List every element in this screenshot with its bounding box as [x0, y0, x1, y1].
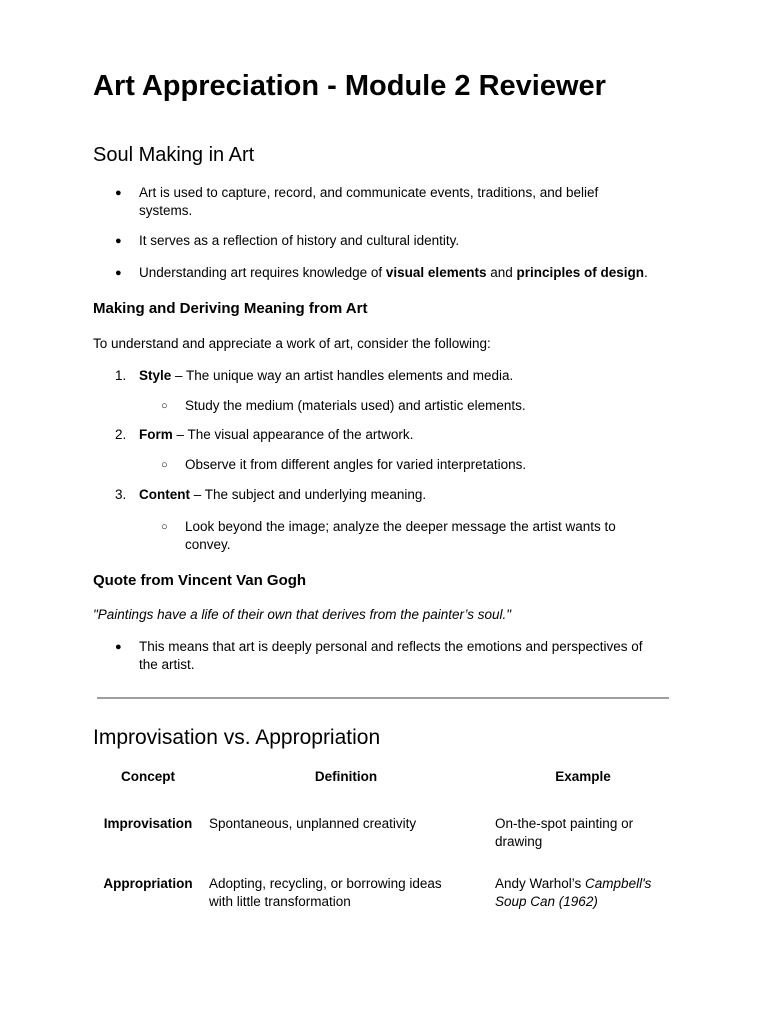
cell-definition — [203, 794, 489, 854]
quote-text: "Paintings have a life of their own that derives from the painter’s soul." — [93, 607, 512, 622]
item-number: 2. — [115, 427, 127, 442]
concepts-table — [93, 768, 677, 911]
table-row — [93, 794, 677, 854]
item-term: Form — [139, 427, 173, 442]
subheading-quote: Quote from Vincent Van Gogh — [93, 572, 307, 589]
cell-example-line: On-the-spot painting or — [495, 816, 634, 831]
sub-item-text: Observe it from different angles for varied interpretations. — [185, 457, 527, 472]
cell-definition-line: Spontaneous, unplanned creativity — [209, 816, 417, 831]
horizontal-divider — [97, 697, 669, 699]
cell-concept: Improvisation — [103, 816, 193, 831]
cell-example — [489, 854, 677, 911]
subheading-making-meaning: Making and Deriving Meaning from Art — [93, 300, 368, 317]
italic-title: Soup Can (1962) — [495, 894, 598, 909]
bullet-icon — [115, 638, 135, 656]
item-text: Content – The subject and underlying meaning. — [139, 487, 427, 502]
list-item-text-continued: systems. — [139, 203, 193, 218]
item-term: Content — [139, 487, 190, 502]
intro-paragraph: To understand and appreciate a work of art, consider the following: — [93, 336, 491, 351]
list-item-text: Art is used to capture, record, and communicate events, traditions, and belief — [139, 185, 599, 200]
column-header-example: Example — [555, 769, 611, 784]
item-text: Form – The visual appearance of the artwork. — [139, 427, 414, 442]
list-item-text: It serves as a reflection of history and cultural identity. — [139, 233, 460, 248]
item-number: 1. — [115, 368, 127, 383]
item-number: 3. — [115, 487, 127, 502]
item-term: Style — [139, 368, 172, 383]
column-header-definition: Definition — [314, 769, 378, 784]
table-header-row — [93, 768, 677, 794]
bullet-icon — [115, 264, 135, 282]
section-heading-soul-making: Soul Making in Art — [93, 144, 255, 166]
sub-item-text: Study the medium (materials used) and artistic elements. — [185, 398, 526, 413]
hollow-bullet-icon — [161, 397, 181, 415]
table-row — [93, 854, 677, 911]
list-item-text: Understanding art requires knowledge of visual elements and principles of design. — [139, 265, 648, 280]
bold-term-visual-elements: visual elements — [385, 265, 487, 280]
hollow-bullet-icon — [161, 456, 181, 474]
cell-example-line-2: drawing — [495, 834, 543, 849]
hollow-bullet-icon — [161, 518, 181, 536]
bold-term-principles-of-design: principles of design — [516, 265, 645, 280]
list-item-text: This means that art is deeply personal and reflects the emotions and perspectives of — [139, 639, 643, 654]
cell-example — [489, 794, 677, 854]
sub-item-text: Look beyond the image; analyze the deeper message the artist wants to — [185, 519, 616, 534]
cell-example-line: Andy Warhol’s Campbell's — [495, 876, 652, 891]
item-text: Style – The unique way an artist handles elements and media. — [139, 368, 514, 383]
column-header-concept: Concept — [121, 769, 175, 784]
sub-item-text-continued: convey. — [185, 537, 231, 552]
cell-concept: Appropriation — [103, 876, 193, 891]
cell-definition-line-2: with little transformation — [209, 894, 351, 909]
cell-definition — [203, 854, 489, 911]
document-title: Art Appreciation - Module 2 Reviewer — [93, 70, 606, 102]
cell-definition-line: Adopting, recycling, or borrowing ideas — [209, 876, 442, 891]
list-item-text-continued: the artist. — [139, 657, 195, 672]
cell-example-line-2 — [495, 893, 677, 911]
italic-title: Campbell's — [585, 876, 652, 891]
section-heading-improvisation: Improvisation vs. Appropriation — [93, 726, 381, 749]
bullet-icon — [115, 184, 135, 202]
bullet-icon — [115, 232, 135, 250]
